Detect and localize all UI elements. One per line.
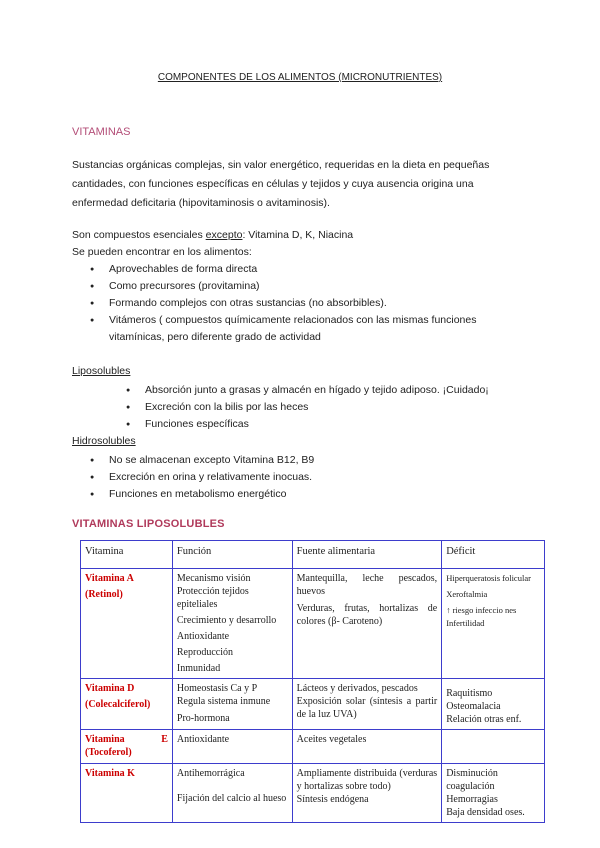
funcion-item: Crecimiento y desarrollo [176,615,277,626]
page-title: COMPONENTES DE LOS ALIMENTOS (MICRONUTRIENTES) [157,72,443,83]
deficit-item: Osteomalacia [446,701,501,712]
list-item: ● Como precursores (provitamina) [109,278,529,295]
liposolubles-label: Liposolubles [72,365,131,377]
fuente-cell [292,764,442,823]
deficit-item: Infertilidad [446,618,485,628]
list-item: ● Absorción junto a grasas y almacén en hígado y tejido adiposo. ¡Cuidado¡ [145,382,545,399]
fuente-item: Verduras, frutas, hortalizas de colores (β- Caroteno) [296,603,438,627]
vitamin-name: Vitamina D [85,683,135,694]
deficit-item: Xeroftalmia [446,589,488,599]
vitamin-name: Vitamina E [85,734,168,745]
funcion-item: Mecanismo visión [176,573,251,584]
liposolubles-list [145,382,545,433]
funcion-item: Antioxidante [176,631,230,642]
vitamin-cell [81,679,173,730]
deficit-item: Disminución coagulación [446,768,498,792]
funcion-item: Antihemorrágica [176,768,245,779]
header-fuente: Fuente alimentaria [292,541,442,569]
vitamin-name: Vitamina K [85,768,135,779]
funcion-cell [172,730,292,764]
deficit-cell [442,730,545,764]
funcion-item: Pro-hormona [176,713,230,724]
deficit-item: Hiperqueratosis folicular [446,573,531,583]
header-vitamina: Vitamina [81,541,173,569]
vitamin-name: Vitamina A [85,573,134,584]
funcion-item: Reproducción [176,647,233,658]
funcion-item: Protección tejidos epiteliales [176,586,249,610]
fuente-item: Lácteos y derivados, pescados [296,683,418,694]
esenciales-after: : Vitamina D, K, Niacina [242,229,354,241]
table-row [81,679,545,730]
deficit-cell [442,679,545,730]
section-heading-vitaminas: VITAMINAS [72,126,131,138]
fuente-item: Aceites vegetales [296,734,367,745]
fuente-cell [292,569,442,679]
funcion-item: Regula sistema inmune [176,696,271,707]
fuente-item: Ampliamente distribuida (verduras y hortalizas sobre todo) [296,768,438,792]
vitamin-chemical: (Tocoferol) [85,747,132,758]
deficit-item: Raquitismo [446,688,493,699]
fuente-item: Síntesis endógena [296,794,369,805]
esenciales-before: Son compuestos esenciales [72,229,206,241]
deficit-cell [442,764,545,823]
table-row [81,764,545,823]
deficit-item: Relación otras enf. [446,714,522,725]
list-item: ● Aprovechables de forma directa [109,261,529,278]
list-item: ● Formando complejos con otras sustancias (no absorbibles). [109,295,529,312]
hidrosolubles-label: Hidrosolubles [72,435,136,447]
table-row [81,569,545,679]
esenciales-excepto: excepto [205,229,243,241]
funcion-cell [172,679,292,730]
hidrosolubles-list [109,452,529,503]
list-item: ● Funciones específicas [145,416,545,433]
funcion-cell [172,569,292,679]
list-item: ● Vitámeros ( compuestos químicamente relacionados con las mismas funciones vitamínicas, pero diferente grado de actividad [109,312,529,346]
funcion-item: Inmunidad [176,663,221,674]
vitamin-cell [81,569,173,679]
table-header-row [81,541,545,569]
vitamin-cell [81,764,173,823]
encontrar-line: Se pueden encontrar en los alimentos: [72,246,252,258]
funcion-item: Homeostasis Ca y P [176,683,258,694]
funcion-cell [172,764,292,823]
list-item: ● Excreción con la bilis por las heces [145,399,545,416]
fuente-cell [292,679,442,730]
table-title: VITAMINAS LIPOSOLUBLES [72,518,225,530]
table-row [81,730,545,764]
list-item: ● No se almacenan excepto Vitamina B12, B9 [109,452,529,469]
funcion-item: Antioxidante [176,734,230,745]
header-deficit: Déficit [442,541,545,569]
fuente-cell [292,730,442,764]
vitamin-cell [81,730,173,764]
vitamin-chemical: (Colecalciferol) [85,699,151,710]
header-funcion: Función [172,541,292,569]
forms-list [109,261,529,346]
funcion-item: Fijación del calcio al hueso [176,793,287,804]
list-item: ● Excreción en orina y relativamente inocuas. [109,469,529,486]
fuente-item: Exposición solar (síntesis a partir de la luz UVA) [296,696,438,720]
deficit-item: Hemorragias [446,794,498,805]
vitamins-table [80,540,545,823]
list-item: ● Funciones en metabolismo energético [109,486,529,503]
deficit-item: ↑ riesgo infeccio nes [446,605,517,615]
intro-paragraph: Sustancias orgánicas complejas, sin valor energético, requeridas en la dieta en pequeñas cantidades, con funciones específicas en células y tejidos y cuya ausencia origina una enfermedad deficitaria (hipovitaminosis o avitaminosis). [72,159,490,209]
vitamin-chemical: (Retinol) [85,589,123,600]
fuente-item: Mantequilla, leche pescados, huevos [296,573,438,597]
deficit-item: Baja densidad oses. [446,807,525,818]
deficit-cell [442,569,545,679]
